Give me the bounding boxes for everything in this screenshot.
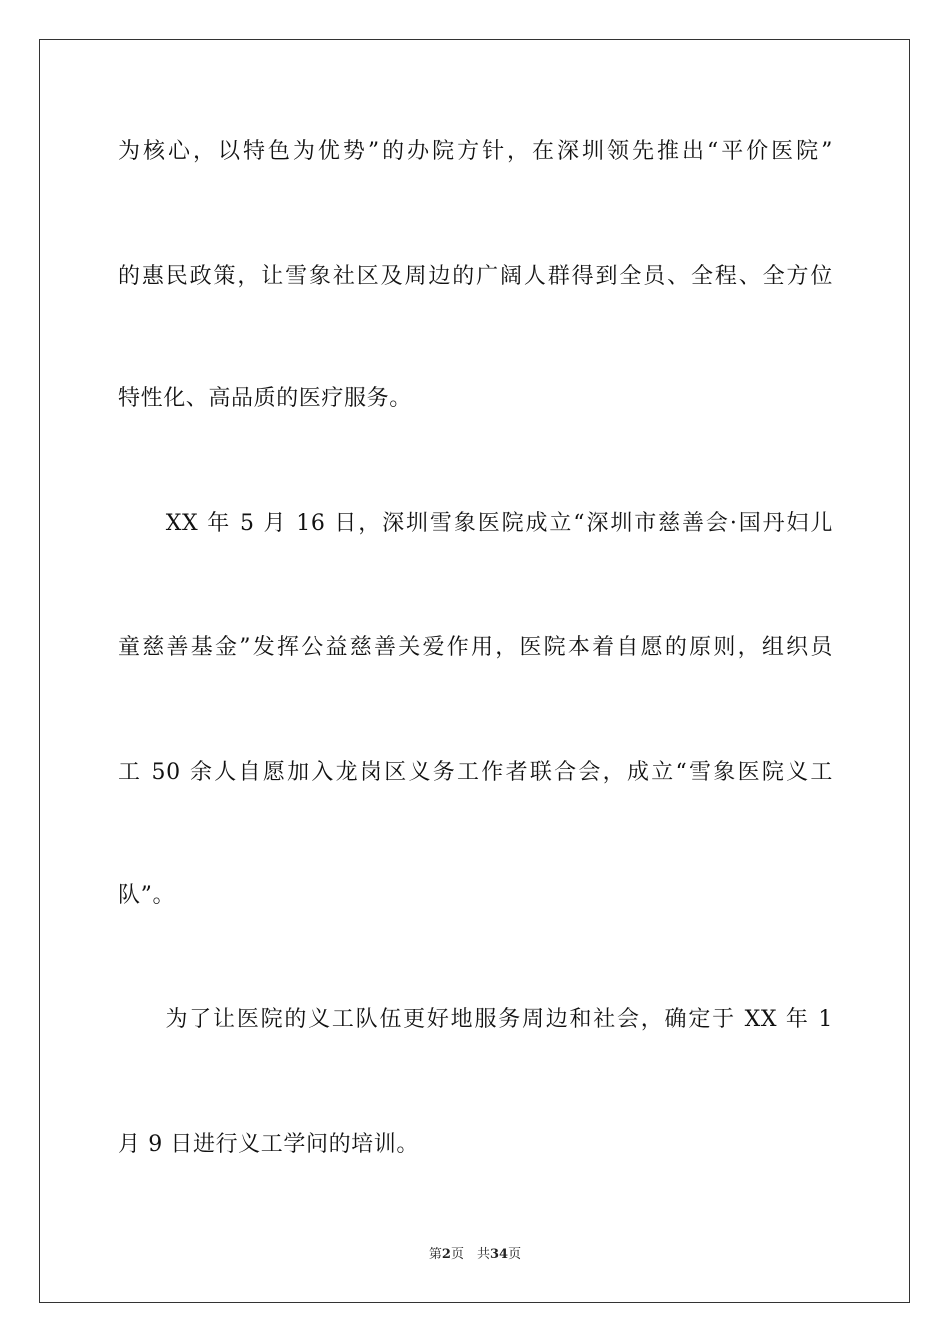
page-footer [0, 1246, 950, 1264]
text-line-4: XX 年 5 月 16 日，深圳雪象医院成立“深圳市慈善会·国丹妇儿 [118, 511, 833, 536]
page-border [39, 39, 910, 1303]
text-line-8: 为了让医院的义工队伍更好地服务周边和社会，确定于 XX 年 1 [118, 1007, 833, 1032]
page-prefix: 第 [428, 1247, 442, 1262]
page-current-number: 2 [441, 1247, 451, 1262]
page-total-number: 34 [489, 1247, 509, 1262]
text-line-5: 童慈善基金”发挥公益慈善关爱作用，医院本着自愿的原则，组织员 [118, 635, 833, 660]
text-line-3: 特性化、高品质的医疗服务。 [118, 386, 412, 411]
text-line-6: 工 50 余人自愿加入龙岗区义务工作者联合会，成立“雪象医院义工 [118, 760, 833, 785]
page-suffix: 页 [508, 1247, 522, 1262]
text-line-9: 月 9 日进行义工学问的培训。 [118, 1132, 419, 1157]
page-mid: 页 共 [450, 1247, 490, 1262]
text-line-2: 的惠民政策，让雪象社区及周边的广阔人群得到全员、全程、全方位 [118, 264, 833, 289]
text-line-7: 队”。 [118, 883, 176, 908]
text-line-1: 为核心，以特色为优势”的办院方针，在深圳领先推出“平价医院” [118, 139, 833, 164]
